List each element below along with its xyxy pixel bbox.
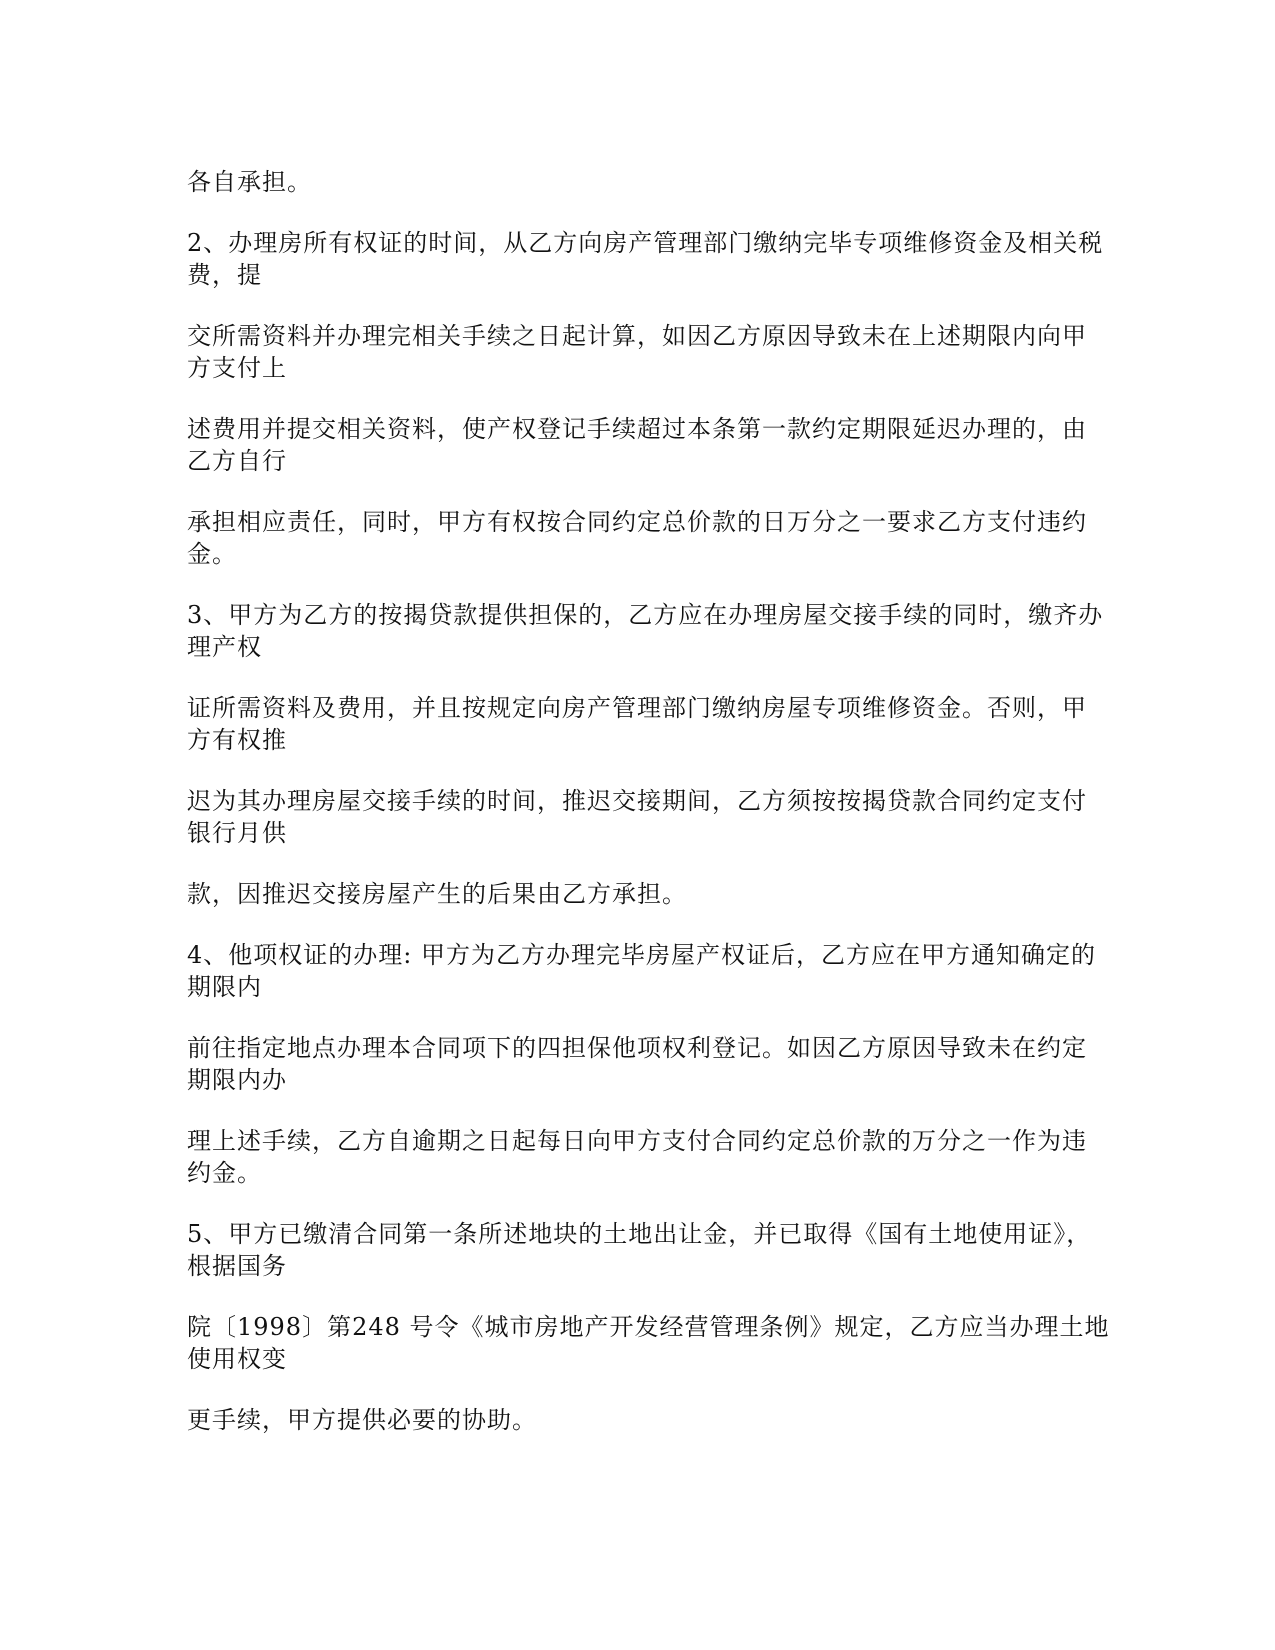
text-line: 银行月供 <box>187 819 287 847</box>
paragraph <box>187 320 1087 384</box>
text-line: 交所需资料并办理完相关手续之日起计算，如因乙方原因导致未在上述期限内向甲 <box>187 322 1087 350</box>
paragraph <box>187 1125 1087 1189</box>
text-line: 院〔1998〕第248 号令《城市房地产开发经营管理条例》规定，乙方应当办理土地 <box>187 1313 1110 1341</box>
text-line: 前往指定地点办理本合同项下的四担保他项权利登记。如因乙方原因导致未在约定 <box>187 1034 1087 1062</box>
text-line: 方有权推 <box>187 726 287 754</box>
paragraph <box>187 939 1096 1003</box>
paragraph <box>187 413 1087 477</box>
paragraph <box>187 1032 1087 1096</box>
text-line: 述费用并提交相关资料，使产权登记手续超过本条第一款约定期限延迟办理的，由 <box>187 415 1087 443</box>
paragraph <box>187 166 1087 198</box>
document-body <box>187 166 1110 1465</box>
text-line: 2、办理房所有权证的时间，从乙方向房产管理部门缴纳完毕专项维修资金及相关税 <box>187 229 1104 257</box>
paragraph <box>187 1404 1087 1436</box>
text-line: 理产权 <box>187 633 262 661</box>
text-line: 迟为其办理房屋交接手续的时间，推迟交接期间，乙方须按按揭贷款合同约定支付 <box>187 787 1087 815</box>
text-line: 根据国务 <box>187 1252 287 1280</box>
paragraph <box>187 227 1104 291</box>
paragraph <box>187 692 1087 756</box>
text-line: 金。 <box>187 540 237 568</box>
text-line: 理上述手续，乙方自逾期之日起每日向甲方支付合同约定总价款的万分之一作为违 <box>187 1127 1087 1155</box>
paragraph <box>187 878 1087 910</box>
text-line: 约金。 <box>187 1159 262 1187</box>
text-line: 期限内 <box>187 973 262 1001</box>
text-line: 证所需资料及费用，并且按规定向房产管理部门缴纳房屋专项维修资金。否则，甲 <box>187 694 1087 722</box>
text-line: 使用权变 <box>187 1345 287 1373</box>
text-line: 4、他项权证的办理: 甲方为乙方办理完毕房屋产权证后，乙方应在甲方通知确定的 <box>187 941 1096 969</box>
paragraph <box>187 599 1104 663</box>
paragraph <box>187 1218 1092 1282</box>
text-line: 方支付上 <box>187 354 287 382</box>
text-line: 各自承担。 <box>187 168 312 196</box>
text-line: 承担相应责任，同时，甲方有权按合同约定总价款的日万分之一要求乙方支付违约 <box>187 508 1087 536</box>
text-line: 乙方自行 <box>187 447 287 475</box>
paragraph <box>187 1311 1110 1375</box>
text-line: 3、甲方为乙方的按揭贷款提供担保的，乙方应在办理房屋交接手续的同时，缴齐办 <box>187 601 1104 629</box>
paragraph <box>187 506 1087 570</box>
text-line: 款，因推迟交接房屋产生的后果由乙方承担。 <box>187 880 687 908</box>
text-line: 更手续，甲方提供必要的协助。 <box>187 1406 537 1434</box>
paragraph <box>187 785 1087 849</box>
text-line: 5、甲方已缴清合同第一条所述地块的土地出让金，并已取得《国有土地使用证》， <box>187 1220 1092 1248</box>
text-line: 期限内办 <box>187 1066 287 1094</box>
text-line: 费，提 <box>187 261 262 289</box>
